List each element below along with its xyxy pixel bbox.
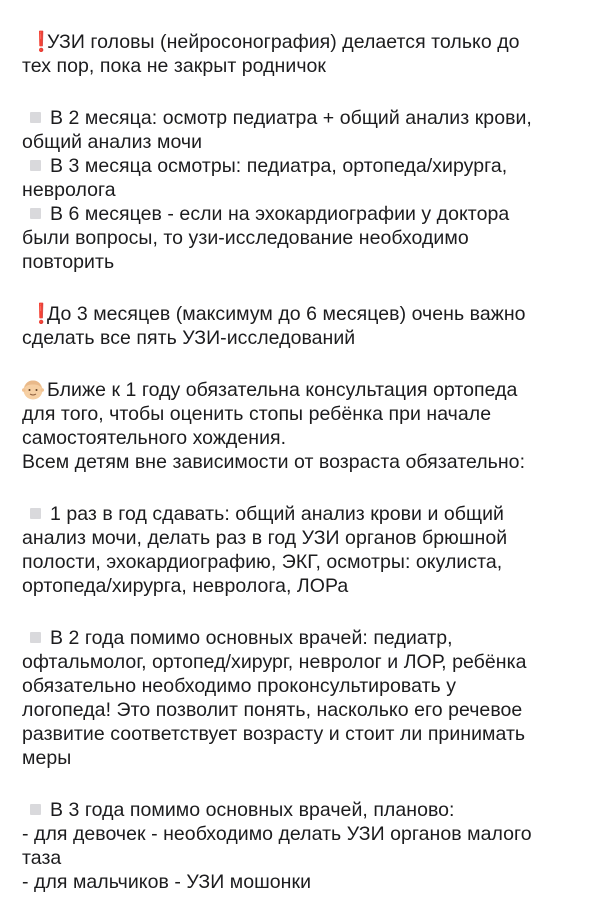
paragraph-line: таза <box>22 847 62 869</box>
paragraph-ultrasound-deadline <box>22 302 587 350</box>
bullet-square-icon <box>30 508 41 519</box>
paragraph-line: логопеда! Это позволит понять, насколько его речевое <box>22 699 523 721</box>
bullet-square-icon <box>30 804 41 815</box>
paragraph-line: общий анализ мочи <box>22 131 203 153</box>
paragraph-line: УЗИ головы (нейросонография) делается только до <box>47 31 520 53</box>
paragraph-line: невролога <box>22 179 116 201</box>
paragraph-fontanelle <box>22 30 587 78</box>
bullet-square-icon <box>30 160 41 171</box>
list-item-6-months <box>22 202 587 274</box>
paragraph-line: Ближе к 1 году обязательна консультация ортопеда <box>47 379 518 401</box>
list-item-2-years <box>22 626 587 770</box>
exclamation-icon: ❗ <box>29 31 54 53</box>
paragraph-line: повторить <box>22 251 115 273</box>
paragraph-line: Всем детям вне зависимости от возраста обязательно: <box>22 451 526 473</box>
paragraph-line: меры <box>22 747 72 769</box>
paragraph-line: развитие соответствует возрасту и стоит ли принимать <box>22 723 526 745</box>
paragraph-line: сделать все пять УЗИ-исследований <box>22 327 356 349</box>
bullet-square-icon <box>30 208 41 219</box>
bullet-square-icon <box>30 112 41 123</box>
exclamation-icon: ❗ <box>29 303 54 325</box>
paragraph-line: 1 раз в год сдавать: общий анализ крови и общий <box>50 503 504 525</box>
paragraph-line: были вопросы, то узи-исследование необходимо <box>22 227 469 249</box>
paragraph-orthopedist <box>22 378 587 474</box>
baby-face-icon <box>22 378 44 400</box>
paragraph-line: ортопеда/хирурга, невролога, ЛОРа <box>22 575 349 597</box>
paragraph-line: анализ мочи, делать раз в год УЗИ органов брюшной <box>22 527 508 549</box>
paragraph-line: В 3 месяца осмотры: педиатра, ортопеда/хирурга, <box>50 155 508 177</box>
list-item-3-months <box>22 154 587 202</box>
list-item-yearly <box>22 502 587 598</box>
paragraph-line: В 3 года помимо основных врачей, планово: <box>50 799 455 821</box>
paragraph-line: В 2 месяца: осмотр педиатра + общий анализ крови, <box>50 107 532 129</box>
paragraph-line: - для девочек - необходимо делать УЗИ органов малого <box>22 823 532 845</box>
paragraph-line: тех пор, пока не закрыт родничок <box>22 55 327 77</box>
list-item-3-years <box>22 798 587 894</box>
paragraph-line: До 3 месяцев (максимум до 6 месяцев) очень важно <box>47 303 526 325</box>
paragraph-line: - для мальчиков - УЗИ мошонки <box>22 871 312 893</box>
bullet-square-icon <box>30 632 41 643</box>
paragraph-line: полости, эхокардиографию, ЭКГ, осмотры: окулиста, <box>22 551 503 573</box>
paragraph-line: обязательно необходимо проконсультировать у <box>22 675 457 697</box>
article-body <box>22 30 587 894</box>
paragraph-line: для того, чтобы оценить стопы ребёнка при начале <box>22 403 492 425</box>
paragraph-line: В 6 месяцев - если на эхокардиографии у доктора <box>50 203 510 225</box>
paragraph-line: офтальмолог, ортопед/хирург, невролог и ЛОР, ребёнка <box>22 651 527 673</box>
paragraph-line: самостоятельного хождения. <box>22 427 287 449</box>
paragraph-line: В 2 года помимо основных врачей: педиатр, <box>50 627 453 649</box>
list-item-2-months <box>22 106 587 154</box>
